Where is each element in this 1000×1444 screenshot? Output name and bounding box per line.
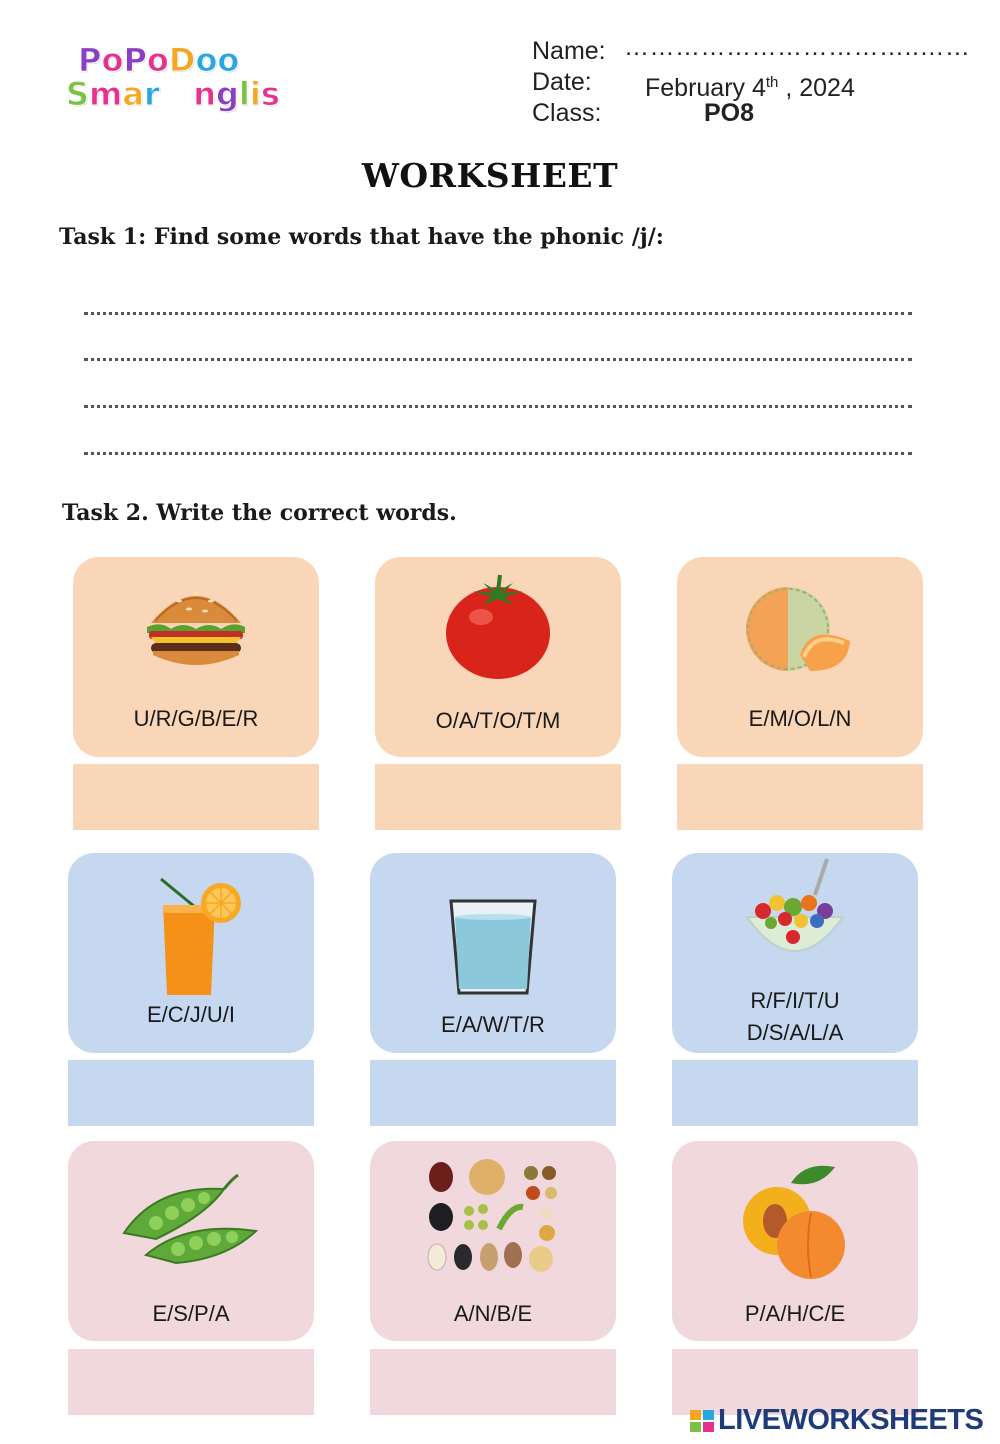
card-tomato [375,557,621,757]
logo-line-2 [66,75,280,113]
scramble-label: R/F/I/T/U D/S/A/L/A [746,988,844,1045]
card-beans [370,1141,616,1341]
logo-letter: m [89,75,123,113]
answer-box-water[interactable] [370,1060,616,1126]
answer-box-juice[interactable] [68,1060,314,1126]
water-glass-icon [370,867,616,997]
class-label: Class: [532,99,602,127]
card-fruit-salad [672,853,918,1053]
scramble-label: E/A/W/T/R [441,1012,545,1037]
juice-icon [68,867,314,997]
answer-box-burger[interactable] [73,764,319,830]
logo-letter [182,75,193,113]
fruit-salad-icon [672,855,918,985]
name-field[interactable]: ……………………………..…… [624,33,971,61]
scramble-label: E/S/P/A [152,1301,230,1326]
scramble-label: E/C/J/U/I [146,1002,235,1027]
card-water [370,853,616,1053]
liveworksheets-icon [690,1410,716,1434]
logo-letter: s [260,75,280,113]
logo-letter: n [193,75,216,113]
date-label: Date: [532,68,592,96]
tomato-icon [375,571,621,701]
melon-icon [677,571,923,701]
task-1-heading: Task 1: Find some words that have the phonic /j/: [59,224,664,250]
burger-icon [73,571,319,701]
logo-letter: S [66,75,90,113]
scramble-label: E/M/O/L/N [748,706,852,731]
logo-letter: g [215,75,239,113]
card-melon [677,557,923,757]
logo-letter: r [143,75,160,113]
answer-box-melon[interactable] [677,764,923,830]
popodoo-logo [64,40,284,116]
logo-letter [171,75,182,113]
answer-line[interactable] [84,312,912,315]
answer-box-beans[interactable] [370,1349,616,1415]
card-peas [68,1141,314,1341]
page-title: WORKSHEET [361,156,619,195]
logo-letter: l [238,75,250,113]
logo-letter: o [146,41,169,79]
scramble-label: U/R/G/B/E/R [133,706,259,731]
card-juice [68,853,314,1053]
logo-letter: D [168,41,196,79]
scramble-label: A/N/B/E [453,1301,533,1326]
logo-letter: o [101,41,124,79]
scramble-label: P/A/H/C/E [744,1301,846,1326]
date-value: February 4th , 2024 [645,74,855,102]
logo-letter: P [78,41,102,79]
name-label: Name: [532,37,606,65]
logo-letter: P [123,41,147,79]
card-peach [672,1141,918,1341]
logo-letter: a [122,75,144,113]
scramble-label: O/A/T/O/T/M [435,708,561,733]
answer-line[interactable] [84,405,912,408]
logo-letter: i [249,75,261,113]
answer-box-tomato[interactable] [375,764,621,830]
task-2-heading: Task 2. Write the correct words. [62,500,457,526]
logo-line-1 [78,41,240,79]
answer-line[interactable] [84,358,912,361]
liveworksheets-text: LIVEWORKSHEETS [718,1404,984,1436]
answer-box-peas[interactable] [68,1349,314,1415]
card-burger [73,557,319,757]
class-value: PO8 [704,99,755,127]
peach-icon [672,1155,918,1285]
logo-letter: o [195,41,218,79]
logo-letter [160,75,171,113]
peas-icon [68,1155,314,1285]
beans-icon [370,1155,616,1285]
answer-line[interactable] [84,452,912,455]
logo-letter: o [217,41,240,79]
answer-box-fruit-salad[interactable] [672,1060,918,1126]
